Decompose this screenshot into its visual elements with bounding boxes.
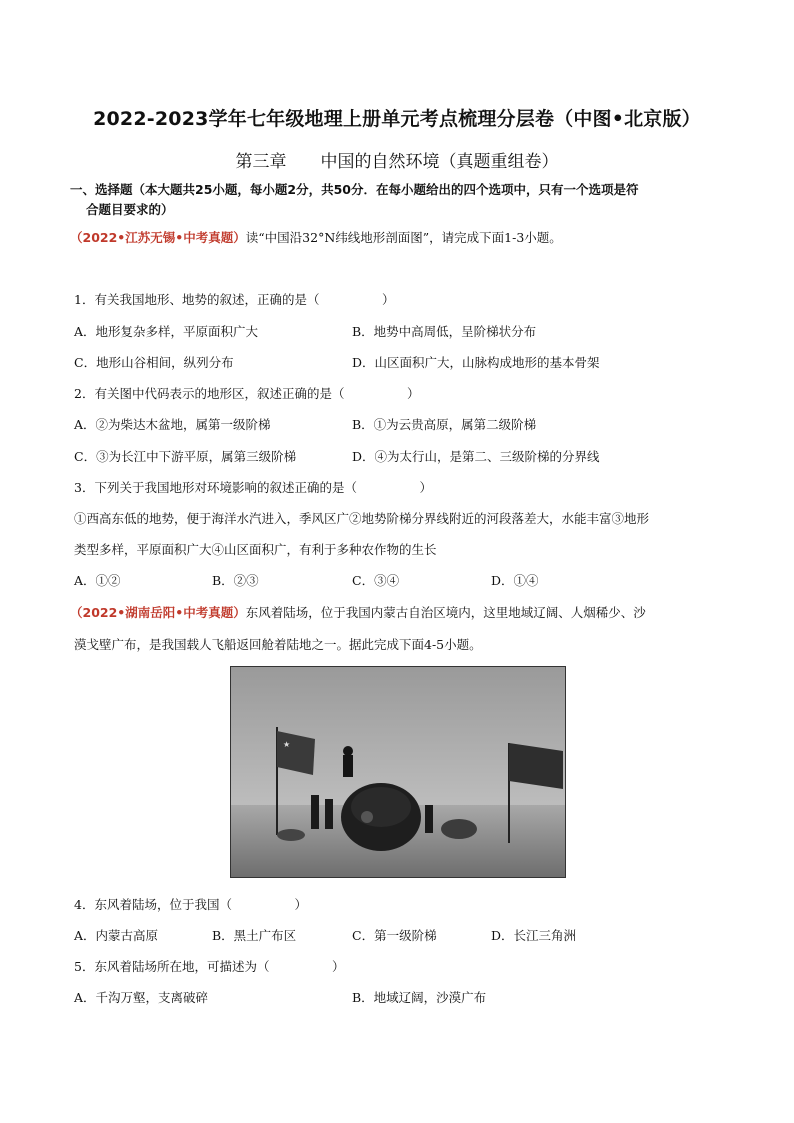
chapter-number: 第三章 <box>235 152 287 172</box>
q3-text-line-2: 类型多样，平原面积广大④山区面积广，有利于多种农作物的生长 <box>74 542 437 557</box>
q4-option-d: D．长江三角洲 <box>491 928 577 943</box>
q2-stem: 2．有关图中代码表示的地形区，叙述正确的是（ ） <box>74 386 420 401</box>
q3-option-b: B．②③ <box>212 573 259 588</box>
q1-option-c: C．地形山谷相间，纵列分布 <box>74 355 234 370</box>
chapter-title: 中国的自然环境（真题重组卷） <box>320 152 559 172</box>
page-title: 2022-2023学年七年级地理上册单元考点梳理分层卷（中图•北京版） <box>93 108 701 130</box>
q1-option-b: B．地势中高周低，呈阶梯状分布 <box>352 324 537 339</box>
q5-option-a: A．千沟万壑，支离破碎 <box>74 990 209 1005</box>
q3-text-line-1: ①西高东低的地势，便于海洋水汽进入，季风区广②地势阶梯分界线附近的河段落差大，水能丰富③地形 <box>74 511 650 526</box>
q5-option-b: B．地域辽阔，沙漠广布 <box>352 990 487 1005</box>
q3-stem: 3．下列关于我国地形对环境影响的叙述正确的是（ ） <box>74 480 432 495</box>
q4-option-a: A．内蒙古高原 <box>74 928 159 943</box>
group2-intro-line-1 <box>70 603 646 621</box>
q3-option-c: C．③④ <box>352 573 400 588</box>
q2-option-a: A．②为柴达木盆地，属第一级阶梯 <box>74 417 271 432</box>
capsule-landing-image <box>231 667 565 877</box>
q3-option-d: D．①④ <box>491 573 539 588</box>
group1-intro <box>70 228 562 246</box>
svg-text:★: ★ <box>283 740 291 749</box>
q5-stem: 5．东风着陆场所在地，可描述为（ ） <box>74 959 345 974</box>
group1-source: （2022•江苏无锡•中考真题） <box>70 230 246 245</box>
section-line-2: 合题目要求的） <box>86 202 174 217</box>
q2-option-b: B．①为云贵高原，属第二级阶梯 <box>352 417 537 432</box>
q4-option-b: B．黑土广布区 <box>212 928 297 943</box>
q1-option-d: D．山区面积广大，山脉构成地形的基本骨架 <box>352 355 600 370</box>
q1-option-a: A．地形复杂多样，平原面积广大 <box>74 324 259 339</box>
q2-option-c: C．③为长江中下游平原，属第三级阶梯 <box>74 449 297 464</box>
q3-option-a: A．①② <box>74 573 121 588</box>
landing-site-photo <box>230 666 566 878</box>
group2-text-1: 东风着陆场，位于我国内蒙古自治区境内，这里地域辽阔、人烟稀少、沙 <box>245 605 646 620</box>
group2-intro-line-2: 漠戈壁广布，是我国载人飞船返回舱着陆地之一。据此完成下面4-5小题。 <box>74 637 482 652</box>
q4-stem: 4．东风着陆场，位于我国（ ） <box>74 897 307 912</box>
section-instructions <box>70 180 730 220</box>
q1-stem: 1．有关我国地形、地势的叙述，正确的是（ ） <box>74 292 395 307</box>
section-line-1: 一、选择题（本大题共25小题，每小题2分，共50分．在每小题给出的四个选项中，只有一个选项是符 <box>70 182 639 197</box>
chapter-heading <box>0 147 794 172</box>
group1-text: 读“中国沿32°N纬线地形剖面图”，请完成下面1-3小题。 <box>245 230 562 245</box>
q2-option-d: D．④为太行山，是第二、三级阶梯的分界线 <box>352 449 600 464</box>
q4-option-c: C．第一级阶梯 <box>352 928 437 943</box>
group2-source: （2022•湖南岳阳•中考真题） <box>70 605 246 620</box>
